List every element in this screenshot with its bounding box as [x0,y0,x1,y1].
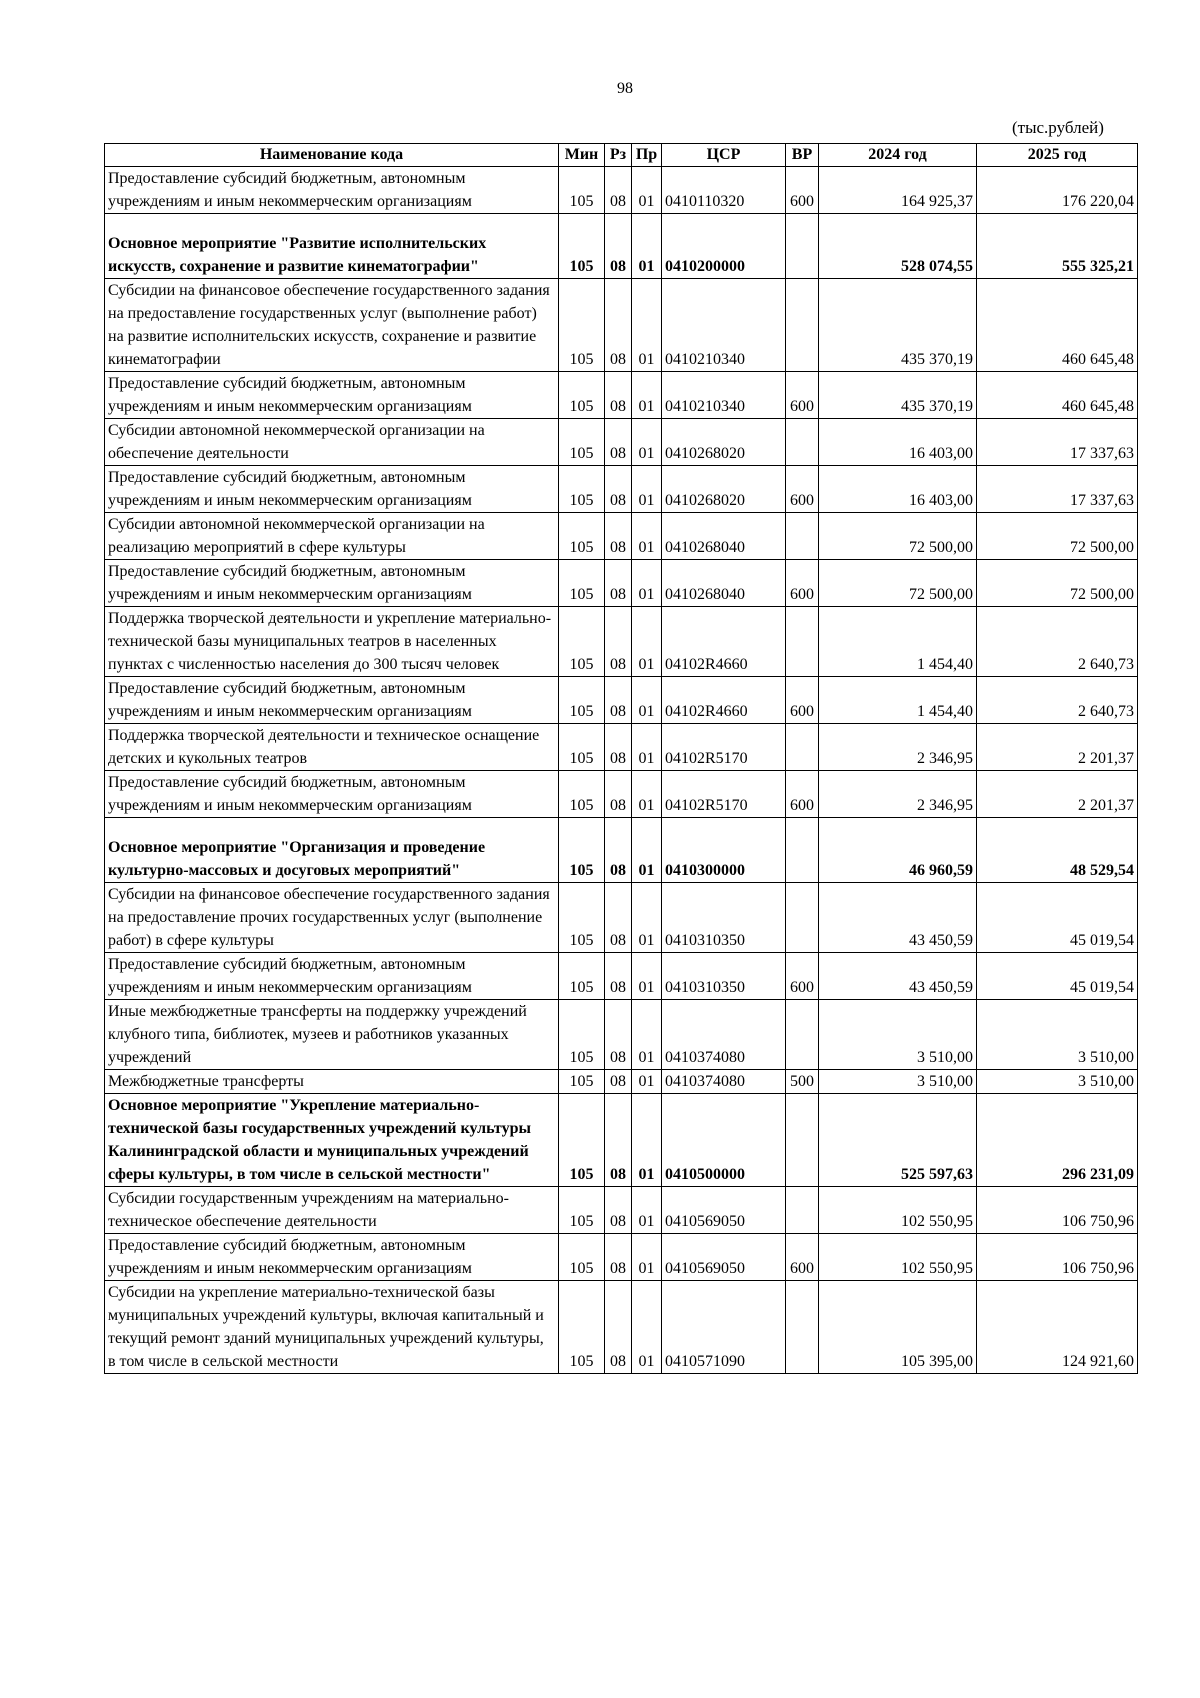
row-vr [786,279,819,372]
row-rz: 08 [605,771,632,818]
row-name: Субсидии на финансовое обеспечение государственного задания на предоставление прочих государственных услуг (выполнение работ) в сфере культуры [105,883,559,953]
row-csr: 04102R5170 [662,771,786,818]
row-2024: 435 370,19 [819,279,977,372]
row-csr: 0410500000 [662,1094,786,1187]
row-pr: 01 [632,513,662,560]
row-pr: 01 [632,419,662,466]
row-pr: 01 [632,724,662,771]
row-2024: 2 346,95 [819,771,977,818]
row-2025: 17 337,63 [977,419,1138,466]
row-csr: 0410268040 [662,560,786,607]
row-2025: 3 510,00 [977,1070,1138,1094]
budget-table [104,143,1138,1374]
row-pr: 01 [632,1281,662,1374]
row-rz: 08 [605,607,632,677]
header-csr: ЦСР [662,144,786,167]
row-rz: 08 [605,883,632,953]
table-row [105,560,1138,607]
row-rz: 08 [605,513,632,560]
header-2025: 2025 год [977,144,1138,167]
row-min: 105 [559,167,605,214]
row-vr: 600 [786,1234,819,1281]
row-pr: 01 [632,1000,662,1070]
row-name: Субсидии на укрепление материально-технической базы муниципальных учреждений культуры, включая капитальный и текущий ремонт зданий муниципальных учреждений культуры, в том числе в сельской местности [105,1281,559,1374]
row-2024: 435 370,19 [819,372,977,419]
table-row [105,214,1138,279]
row-2025: 460 645,48 [977,372,1138,419]
row-rz: 08 [605,466,632,513]
row-rz: 08 [605,1281,632,1374]
row-2025: 124 921,60 [977,1281,1138,1374]
row-vr: 600 [786,372,819,419]
row-2025: 2 201,37 [977,771,1138,818]
row-vr [786,607,819,677]
row-vr [786,1187,819,1234]
row-vr [786,513,819,560]
row-min: 105 [559,513,605,560]
row-min: 105 [559,883,605,953]
row-name: Предоставление субсидий бюджетным, автономным учреждениям и иным некоммерческим организациям [105,372,559,419]
table-row [105,1000,1138,1070]
row-min: 105 [559,1070,605,1094]
row-rz: 08 [605,677,632,724]
header-pr: Пр [632,144,662,167]
row-pr: 01 [632,771,662,818]
row-vr [786,818,819,883]
row-2024: 528 074,55 [819,214,977,279]
row-2025: 106 750,96 [977,1234,1138,1281]
row-vr [786,419,819,466]
row-name: Предоставление субсидий бюджетным, автономным учреждениям и иным некоммерческим организациям [105,677,559,724]
row-2024: 3 510,00 [819,1070,977,1094]
row-vr: 600 [786,953,819,1000]
row-csr: 04102R4660 [662,607,786,677]
row-pr: 01 [632,167,662,214]
row-csr: 0410110320 [662,167,786,214]
row-2024: 2 346,95 [819,724,977,771]
row-min: 105 [559,279,605,372]
row-name: Субсидии автономной некоммерческой организации на реализацию мероприятий в сфере культуры [105,513,559,560]
row-csr: 0410300000 [662,818,786,883]
row-csr: 0410571090 [662,1281,786,1374]
row-rz: 08 [605,1234,632,1281]
table-row [105,771,1138,818]
row-pr: 01 [632,1070,662,1094]
table-row [105,677,1138,724]
row-2024: 164 925,37 [819,167,977,214]
row-rz: 08 [605,560,632,607]
row-pr: 01 [632,560,662,607]
row-vr [786,724,819,771]
row-vr: 600 [786,167,819,214]
row-min: 105 [559,677,605,724]
row-csr: 0410210340 [662,372,786,419]
row-name: Поддержка творческой деятельности и укрепление материально-технической базы муниципальных театров в населенных пунктах с численностью населения до 300 тысяч человек [105,607,559,677]
page-number: 98 [617,80,633,97]
table-row [105,1070,1138,1094]
row-min: 105 [559,419,605,466]
row-2025: 296 231,09 [977,1094,1138,1187]
row-vr: 600 [786,560,819,607]
row-2024: 16 403,00 [819,466,977,513]
row-vr: 500 [786,1070,819,1094]
row-min: 105 [559,953,605,1000]
table-row [105,1234,1138,1281]
table-row [105,818,1138,883]
row-rz: 08 [605,818,632,883]
row-pr: 01 [632,1094,662,1187]
row-csr: 0410310350 [662,953,786,1000]
row-pr: 01 [632,466,662,513]
row-csr: 04102R4660 [662,677,786,724]
header-min: Мин [559,144,605,167]
row-2025: 176 220,04 [977,167,1138,214]
row-name: Основное мероприятие "Укрепление материально-технической базы государственных учреждений культуры Калининградской области и муниципальных учреждений сферы культуры, в том числе в сельской местности" [105,1094,559,1187]
row-name: Предоставление субсидий бюджетным, автономным учреждениям и иным некоммерческим организациям [105,1234,559,1281]
table-row [105,607,1138,677]
row-name: Субсидии государственным учреждениям на материально-техническое обеспечение деятельности [105,1187,559,1234]
table-row [105,724,1138,771]
row-min: 105 [559,1281,605,1374]
row-2024: 525 597,63 [819,1094,977,1187]
row-rz: 08 [605,372,632,419]
row-pr: 01 [632,1187,662,1234]
row-name: Предоставление субсидий бюджетным, автономным учреждениям и иным некоммерческим организациям [105,167,559,214]
table-row [105,1094,1138,1187]
row-2024: 16 403,00 [819,419,977,466]
row-name: Предоставление субсидий бюджетным, автономным учреждениям и иным некоммерческим организациям [105,953,559,1000]
row-min: 105 [559,724,605,771]
row-rz: 08 [605,953,632,1000]
row-name: Иные межбюджетные трансферты на поддержку учреждений клубного типа, библиотек, музеев и работников указанных учреждений [105,1000,559,1070]
row-2024: 43 450,59 [819,953,977,1000]
row-min: 105 [559,1234,605,1281]
row-2024: 72 500,00 [819,560,977,607]
row-name: Субсидии на финансовое обеспечение государственного задания на предоставление государственных услуг (выполнение работ) на развитие исполнительских искусств, сохранение и развитие кинематографии [105,279,559,372]
units-label: (тыс.рублей) [1012,118,1104,137]
table-row [105,466,1138,513]
row-name: Поддержка творческой деятельности и техническое оснащение детских и кукольных театров [105,724,559,771]
row-csr: 0410200000 [662,214,786,279]
row-csr: 0410268020 [662,419,786,466]
header-rz: Рз [605,144,632,167]
row-min: 105 [559,372,605,419]
row-2025: 460 645,48 [977,279,1138,372]
row-csr: 0410374080 [662,1070,786,1094]
row-min: 105 [559,214,605,279]
row-name: Межбюджетные трансферты [105,1070,559,1094]
row-2025: 17 337,63 [977,466,1138,513]
header-2024: 2024 год [819,144,977,167]
row-2025: 106 750,96 [977,1187,1138,1234]
row-csr: 0410210340 [662,279,786,372]
row-2025: 2 640,73 [977,607,1138,677]
row-2025: 555 325,21 [977,214,1138,279]
row-2024: 46 960,59 [819,818,977,883]
row-2025: 72 500,00 [977,560,1138,607]
row-pr: 01 [632,953,662,1000]
row-rz: 08 [605,1070,632,1094]
row-pr: 01 [632,818,662,883]
row-rz: 08 [605,279,632,372]
row-2024: 1 454,40 [819,677,977,724]
row-pr: 01 [632,214,662,279]
row-name: Основное мероприятие "Организация и проведение культурно-массовых и досуговых мероприятий" [105,818,559,883]
table-row [105,372,1138,419]
row-2025: 48 529,54 [977,818,1138,883]
row-csr: 04102R5170 [662,724,786,771]
row-vr [786,883,819,953]
row-2024: 43 450,59 [819,883,977,953]
row-rz: 08 [605,1000,632,1070]
row-min: 105 [559,771,605,818]
row-pr: 01 [632,372,662,419]
table-row [105,419,1138,466]
row-min: 105 [559,607,605,677]
row-rz: 08 [605,724,632,771]
row-2025: 2 201,37 [977,724,1138,771]
row-csr: 0410569050 [662,1234,786,1281]
row-2024: 1 454,40 [819,607,977,677]
row-2024: 3 510,00 [819,1000,977,1070]
row-min: 105 [559,560,605,607]
row-min: 105 [559,818,605,883]
row-vr [786,1281,819,1374]
row-2024: 102 550,95 [819,1187,977,1234]
row-csr: 0410268020 [662,466,786,513]
table-header-row [105,144,1138,167]
row-min: 105 [559,1187,605,1234]
row-2024: 72 500,00 [819,513,977,560]
row-name: Предоставление субсидий бюджетным, автономным учреждениям и иным некоммерческим организациям [105,771,559,818]
row-rz: 08 [605,419,632,466]
row-2025: 2 640,73 [977,677,1138,724]
row-vr [786,1094,819,1187]
row-csr: 0410310350 [662,883,786,953]
table-row [105,953,1138,1000]
table-row [105,1187,1138,1234]
row-csr: 0410374080 [662,1000,786,1070]
row-rz: 08 [605,1094,632,1187]
row-2025: 3 510,00 [977,1000,1138,1070]
row-rz: 08 [605,214,632,279]
row-rz: 08 [605,1187,632,1234]
row-min: 105 [559,1094,605,1187]
row-pr: 01 [632,1234,662,1281]
table-row [105,279,1138,372]
table-row [105,883,1138,953]
header-name: Наименование кода [105,144,559,167]
row-csr: 0410569050 [662,1187,786,1234]
row-name: Субсидии автономной некоммерческой организации на обеспечение деятельности [105,419,559,466]
row-name: Предоставление субсидий бюджетным, автономным учреждениям и иным некоммерческим организациям [105,466,559,513]
row-name: Основное мероприятие "Развитие исполнительских искусств, сохранение и развитие кинематографии" [105,214,559,279]
table-row [105,1281,1138,1374]
table-row [105,167,1138,214]
row-vr [786,214,819,279]
row-vr: 600 [786,771,819,818]
row-vr [786,1000,819,1070]
row-min: 105 [559,1000,605,1070]
row-pr: 01 [632,607,662,677]
row-2025: 45 019,54 [977,883,1138,953]
row-2024: 105 395,00 [819,1281,977,1374]
row-vr: 600 [786,677,819,724]
table-row [105,513,1138,560]
row-2025: 45 019,54 [977,953,1138,1000]
row-csr: 0410268040 [662,513,786,560]
row-vr: 600 [786,466,819,513]
row-name: Предоставление субсидий бюджетным, автономным учреждениям и иным некоммерческим организациям [105,560,559,607]
row-2025: 72 500,00 [977,513,1138,560]
row-2024: 102 550,95 [819,1234,977,1281]
header-vr: ВР [786,144,819,167]
row-rz: 08 [605,167,632,214]
row-pr: 01 [632,279,662,372]
row-min: 105 [559,466,605,513]
row-pr: 01 [632,677,662,724]
row-pr: 01 [632,883,662,953]
